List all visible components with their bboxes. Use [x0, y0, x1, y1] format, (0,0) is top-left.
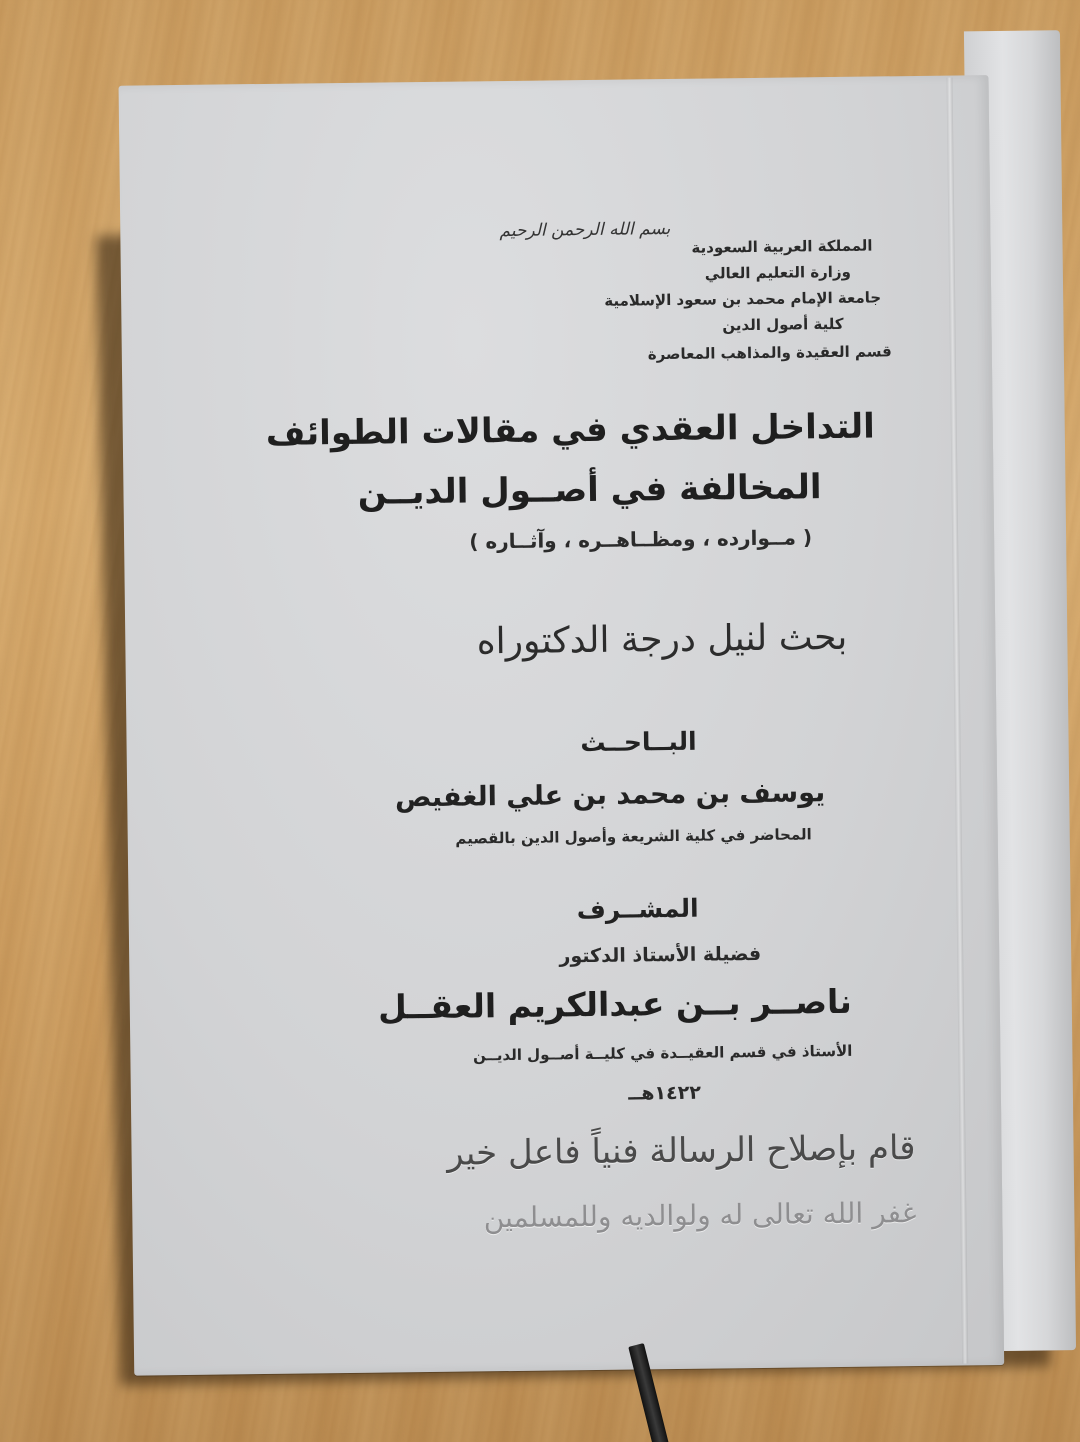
supervisor-honorific: فضيلة الأستاذ الدكتور	[559, 942, 762, 968]
supervisor-title: الأستاذ في قسم العقيــدة في كليــة أصــول الديــن	[472, 1041, 853, 1065]
thesis-title-line2: المخالفة في أصــول الديــن	[357, 467, 822, 513]
book-cover	[119, 75, 1005, 1376]
institution-college: كلية أصول الدين	[722, 314, 844, 335]
book	[118, 24, 1064, 1365]
thesis-title-line1: التداخل العقدي في مقالات الطوائف	[265, 406, 875, 454]
researcher-label: البــاحــث	[580, 726, 697, 758]
researcher-name: يوسف بن محمد بن علي الغفيص	[394, 777, 826, 814]
dedication-line1: قام بإصلاح الرسالة فنياً فاعل خير	[446, 1128, 916, 1174]
institution-university: جامعة الإمام محمد بن سعود الإسلامية	[604, 288, 882, 310]
degree-statement: بحث لنيل درجة الدكتوراه	[476, 616, 848, 663]
institution-department: قسم العقيدة والمذاهب المعاصرة	[647, 342, 892, 364]
thesis-subtitle: ( مــوارده ، ومظــاهــره ، وآثــاره )	[469, 525, 813, 554]
institution-ministry: وزارة التعليم العالي	[704, 262, 851, 283]
researcher-title: المحاضر في كلية الشريعة وأصول الدين بالقصيم	[455, 825, 812, 848]
institution-country: المملكة العربية السعودية	[691, 236, 873, 257]
supervisor-label: المشــرف	[576, 893, 699, 925]
basmala: بسم الله الرحمن الرحيم	[499, 218, 671, 242]
hijri-year: ١٤٢٢هــ	[628, 1081, 702, 1105]
dedication-line2: غفر الله تعالى له ولوالديه وللمسلمين	[483, 1196, 917, 1235]
supervisor-name: ناصــر بــن عبدالكريم العقــل	[377, 981, 853, 1027]
